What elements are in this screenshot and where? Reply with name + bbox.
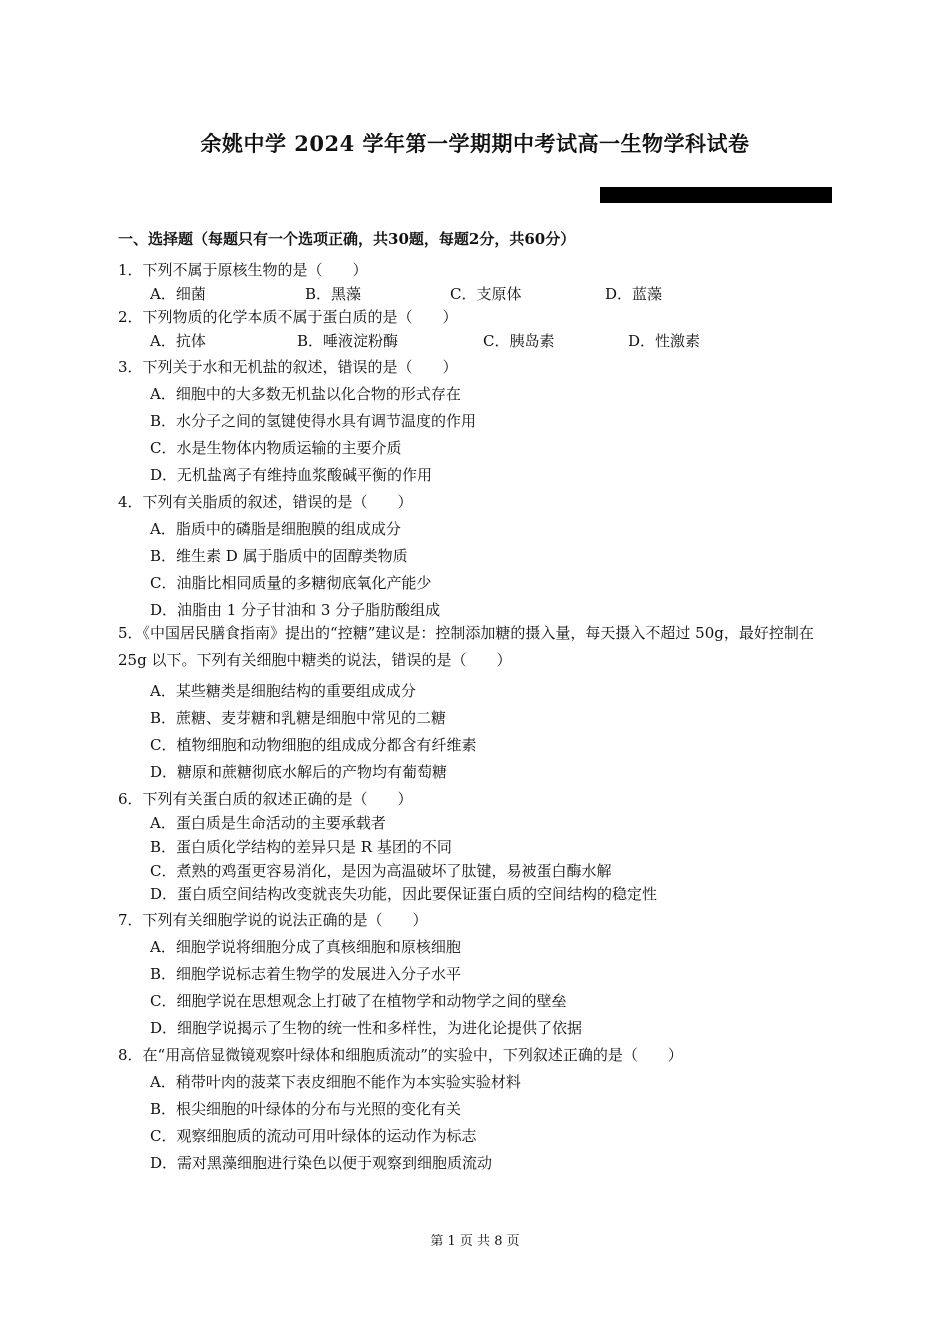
q4-option-d: D．油脂由 1 分子甘油和 3 分子脂肪酸组成 [150, 601, 441, 619]
question-6-stem: 6．下列有关蛋白质的叙述正确的是（ ） [118, 790, 413, 808]
q1-option-a: A．细菌 [150, 285, 206, 303]
q8-option-b: B．根尖细胞的叶绿体的分布与光照的变化有关 [150, 1100, 462, 1118]
exam-title: 余姚中学 2024 学年第一学期期中考试高一生物学科试卷 [200, 131, 750, 156]
q7-option-c: C．细胞学说在思想观念上打破了在植物学和动物学之间的壁垒 [150, 992, 567, 1010]
q5-option-d: D．糖原和蔗糖彻底水解后的产物均有葡萄糖 [150, 763, 448, 781]
q2-option-c: C．胰岛素 [483, 332, 555, 350]
page-footer: 第 1 页 共 8 页 [430, 1234, 520, 1249]
q7-option-b: B．细胞学说标志着生物学的发展进入分子水平 [150, 965, 462, 983]
q1-option-c: C．支原体 [450, 285, 522, 303]
q3-option-a: A．细胞中的大多数无机盐以化合物的形式存在 [150, 385, 461, 403]
q3-option-b: B．水分子之间的氢键使得水具有调节温度的作用 [150, 412, 477, 430]
section-heading: 一、选择题（每题只有一个选项正确，共30题，每题2分，共60分） [118, 230, 576, 248]
q7-option-d: D．细胞学说揭示了生物的统一性和多样性，为进化论提供了依据 [150, 1019, 583, 1037]
q7-option-a: A．细胞学说将细胞分成了真核细胞和原核细胞 [150, 938, 461, 956]
question-1-stem: 1．下列不属于原核生物的是（ ） [118, 261, 368, 279]
question-7-stem: 7．下列有关细胞学说的说法正确的是（ ） [118, 911, 428, 929]
q5-option-b: B．蔗糖、麦芽糖和乳糖是细胞中常见的二糖 [150, 709, 447, 727]
q1-option-b: B．黑藻 [305, 285, 362, 303]
q6-option-b: B．蛋白质化学结构的差异只是 R 基团的不同 [150, 838, 452, 856]
q1-option-d: D．蓝藻 [605, 285, 663, 303]
q8-option-a: A．稍带叶肉的菠菜下表皮细胞不能作为本实验实验材料 [150, 1073, 521, 1091]
question-8-stem: 8．在“用高倍显微镜观察叶绿体和细胞质流动”的实验中，下列叙述正确的是（ ） [118, 1046, 683, 1064]
q8-option-d: D．需对黑藻细胞进行染色以便于观察到细胞质流动 [150, 1154, 493, 1172]
q4-option-c: C．油脂比相同质量的多糖彻底氧化产能少 [150, 574, 432, 592]
question-3-stem: 3．下列关于水和无机盐的叙述，错误的是（ ） [118, 358, 458, 376]
q2-option-a: A．抗体 [150, 332, 206, 350]
q5-option-a: A．某些糖类是细胞结构的重要组成成分 [150, 682, 416, 700]
q8-option-c: C．观察细胞质的流动可用叶绿体的运动作为标志 [150, 1127, 477, 1145]
q3-option-d: D．无机盐离子有维持血浆酸碱平衡的作用 [150, 466, 433, 484]
q6-option-d: D．蛋白质空间结构改变就丧失功能，因此要保证蛋白质的空间结构的稳定性 [150, 885, 658, 903]
question-4-stem: 4．下列有关脂质的叙述，错误的是（ ） [118, 493, 413, 511]
question-5-stem: 5．《中国居民膳食指南》提出的“控糖”建议是：控制添加糖的摄入量，每天摄入不超过 50g，最好控制在 25g 以下。下列有关细胞中糖类的说法，错误的是（ ） [118, 624, 814, 669]
q4-option-a: A．脂质中的磷脂是细胞膜的组成成分 [150, 520, 401, 538]
q5-option-c: C．植物细胞和动物细胞的组成成分都含有纤维素 [150, 736, 477, 754]
q6-option-c: C．煮熟的鸡蛋更容易消化，是因为高温破坏了肽键，易被蛋白酶水解 [150, 862, 612, 880]
q6-option-a: A．蛋白质是生命活动的主要承载者 [150, 814, 386, 832]
q2-option-d: D．性激素 [628, 332, 701, 350]
question-2-stem: 2．下列物质的化学本质不属于蛋白质的是（ ） [118, 308, 458, 326]
redaction-bar [600, 187, 832, 203]
q3-option-c: C．水是生物体内物质运输的主要介质 [150, 439, 402, 457]
q2-option-b: B．唾液淀粉酶 [297, 332, 399, 350]
q4-option-b: B．维生素 D 属于脂质中的固醇类物质 [150, 547, 408, 565]
